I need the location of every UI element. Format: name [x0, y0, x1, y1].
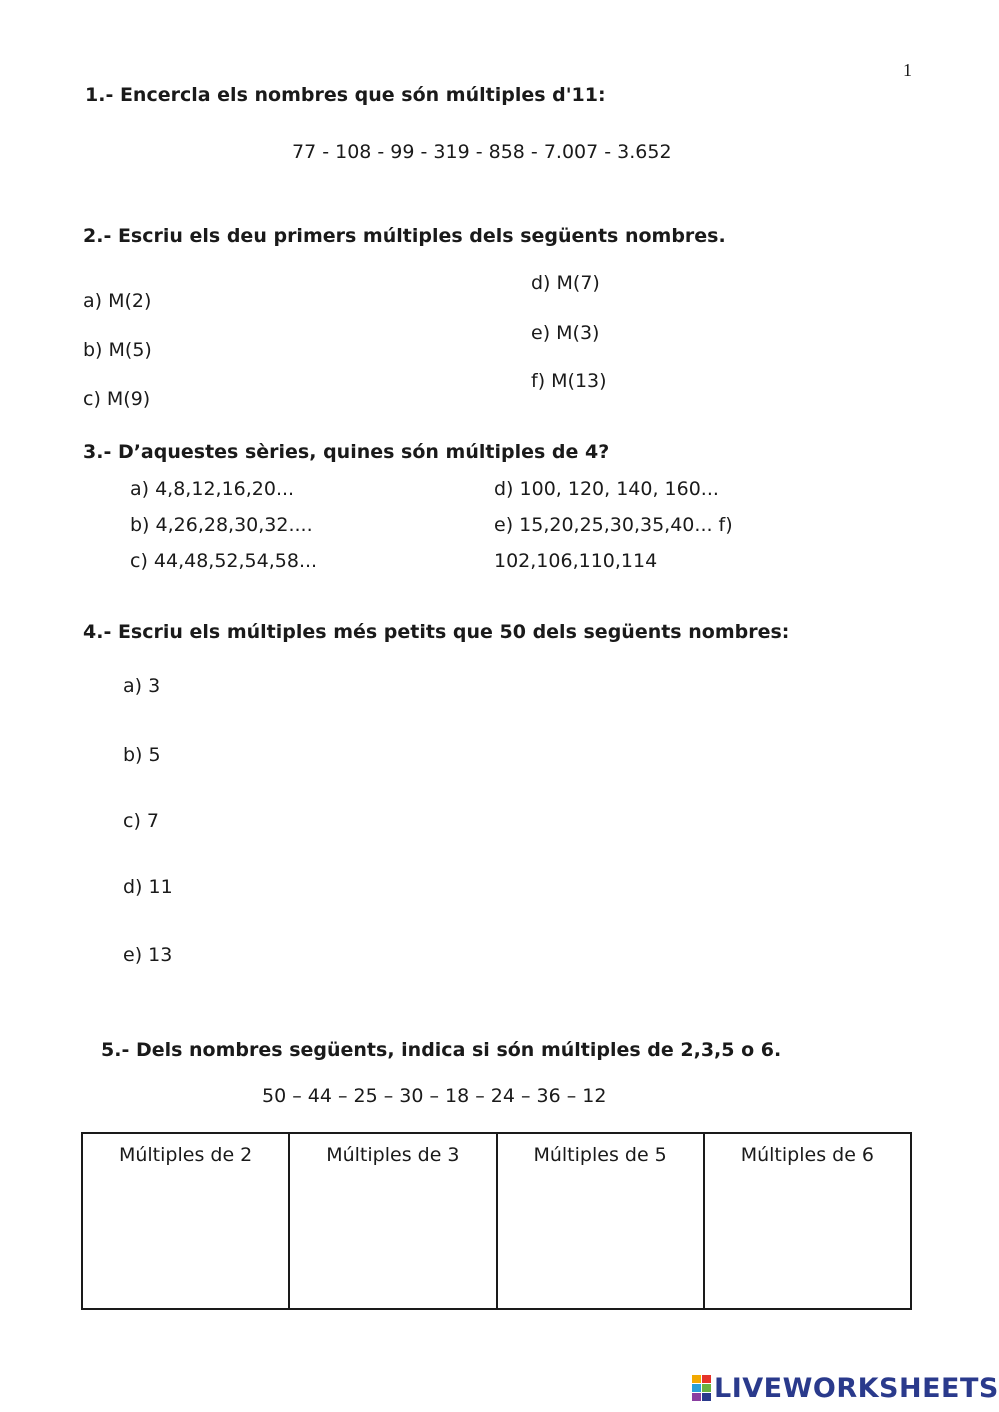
- q3-item-d: d) 100, 120, 140, 160...: [494, 478, 719, 500]
- q2-title: 2.- Escriu els deu primers múltiples dels següents nombres.: [83, 225, 726, 247]
- q2-item-f: f) M(13): [531, 370, 607, 392]
- q3-title: 3.- D’aquestes sèries, quines són múltiples de 4?: [83, 441, 610, 463]
- answer-cell-multiples-6[interactable]: Múltiples de 6: [704, 1133, 911, 1309]
- q2-item-d: d) M(7): [531, 272, 600, 294]
- page-number: 1: [903, 60, 912, 80]
- q3-item-a: a) 4,8,12,16,20...: [130, 478, 295, 500]
- liveworksheets-logo-text: LIVEWORKSHEETS: [714, 1372, 999, 1404]
- answer-table: [81, 1132, 912, 1310]
- q4-item-c: c) 7: [123, 810, 159, 832]
- q4-item-d: d) 11: [123, 876, 173, 898]
- q2-item-a: a) M(2): [83, 290, 152, 312]
- q2-item-c: c) M(9): [83, 388, 151, 410]
- liveworksheets-logo: [692, 1372, 999, 1404]
- q3-item-f: 102,106,110,114: [494, 550, 658, 572]
- liveworksheets-logo-icon: [692, 1375, 712, 1401]
- q4-title: 4.- Escriu els múltiples més petits que 50 dels següents nombres:: [83, 621, 790, 643]
- q3-item-b: b) 4,26,28,30,32....: [130, 514, 313, 536]
- q4-item-e: e) 13: [123, 944, 173, 966]
- q1-numbers: 77 - 108 - 99 - 319 - 858 - 7.007 - 3.652: [292, 141, 672, 163]
- q2-item-b: b) M(5): [83, 339, 152, 361]
- q3-item-e: e) 15,20,25,30,35,40... f): [494, 514, 733, 536]
- answer-cell-multiples-2[interactable]: Múltiples de 2: [82, 1133, 289, 1309]
- q1-title: 1.- Encercla els nombres que són múltiples d'11:: [85, 84, 606, 106]
- q4-item-b: b) 5: [123, 744, 161, 766]
- q5-numbers: 50 – 44 – 25 – 30 – 18 – 24 – 36 – 12: [262, 1085, 607, 1107]
- q2-item-e: e) M(3): [531, 322, 600, 344]
- answer-cell-multiples-3[interactable]: Múltiples de 3: [289, 1133, 496, 1309]
- q5-title: 5.- Dels nombres següents, indica si són múltiples de 2,3,5 o 6.: [101, 1039, 782, 1061]
- answer-cell-multiples-5[interactable]: Múltiples de 5: [497, 1133, 704, 1309]
- q4-item-a: a) 3: [123, 675, 161, 697]
- q3-item-c: c) 44,48,52,54,58...: [130, 550, 318, 572]
